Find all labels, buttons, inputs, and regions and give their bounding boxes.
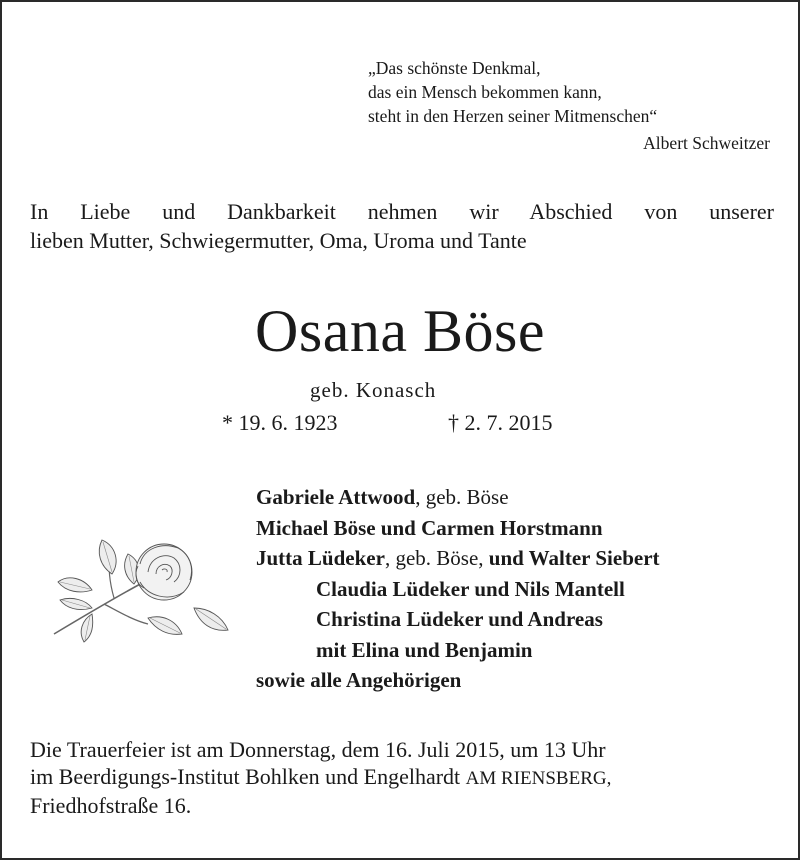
quote-line-1: „Das schönste Denkmal, [368,58,541,78]
family-row: Michael Böse und Carmen Horstmann [256,515,603,540]
deceased-name: Osana Böse [255,298,545,364]
intro-line-2: lieben Mutter, Schwiegermutter, Oma, Uroma und Tante [30,228,527,253]
family-row: Gabriele Attwood, geb. Böse [256,485,509,509]
family-list [256,482,786,696]
service-line-3: Friedhofstraße 16. [30,793,192,818]
born-name: geb. Konasch [310,378,437,402]
birth-date: * 19. 6. 1923 [222,410,338,435]
quote-line-2: das ein Mensch bekommen kann, [368,82,602,102]
rose-icon [44,538,244,648]
family-member-name: Gabriele Attwood [256,485,416,509]
quote-author: Albert Schweitzer [643,133,770,153]
intro-text [30,197,774,255]
intro-line-1: In Liebe und Dankbarkeit nehmen wir Abschied von unserer [30,199,774,224]
service-info [30,736,774,819]
family-row: mit Elina und Benjamin [316,637,533,662]
family-row: Claudia Lüdeker und Nils Mantell [316,576,625,601]
service-line-1: Die Trauerfeier ist am Donnerstag, dem 16. Juli 2015, um 13 Uhr [30,737,606,762]
quote-line-3: steht in den Herzen seiner Mitmenschen“ [368,106,658,126]
family-row: Christina Lüdeker und Andreas [316,607,603,631]
death-date: † 2. 7. 2015 [448,410,553,435]
quote-block [368,56,778,155]
service-line-2: im Beerdigungs-Institut Bohlken und Engelhardt AM RIENSBERG, [30,764,612,789]
family-row: sowie alle Angehörigen [256,668,462,692]
family-row: Jutta Lüdeker, geb. Böse, und Walter Siebert [256,546,660,570]
